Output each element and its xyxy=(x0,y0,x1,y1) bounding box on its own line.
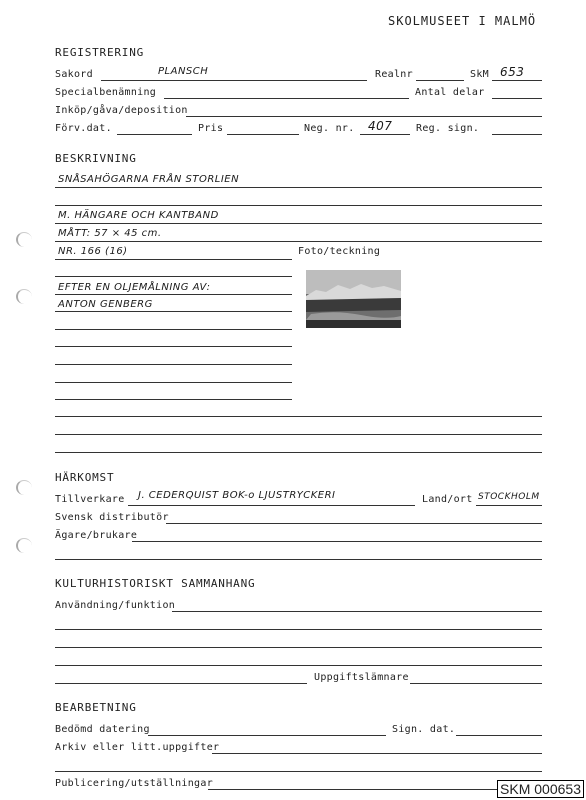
skm-value: 653 xyxy=(500,65,525,79)
beskrivning-rule xyxy=(55,364,292,365)
tillverkare-line xyxy=(128,505,415,506)
neg-nr-line xyxy=(360,134,410,135)
reg-sign-line xyxy=(492,134,542,135)
museum-title: SKOLMUSEET I MALMÖ xyxy=(388,14,537,28)
bearbetning-rule xyxy=(55,771,542,772)
uppgiftslamnare-line xyxy=(410,683,542,684)
sakord-line xyxy=(101,80,367,81)
bedomd-label: Bedömd datering xyxy=(55,724,150,735)
kultur-rule xyxy=(55,629,542,630)
reg-sign-label: Reg. sign. xyxy=(416,123,480,134)
skm-line xyxy=(492,80,542,81)
tillverkare-label: Tillverkare xyxy=(55,494,125,505)
kultur-rule xyxy=(55,665,542,666)
landscape-photo xyxy=(306,270,401,328)
realnr-label: Realnr xyxy=(375,69,413,80)
bearbetning-heading: BEARBETNING xyxy=(55,701,137,714)
arkiv-line xyxy=(212,753,542,754)
inkop-line xyxy=(186,116,542,117)
beskrivning-rule xyxy=(55,434,542,435)
land-ort-value: STOCKHOLM xyxy=(478,492,540,502)
beskrivning-line4: NR. 166 (16) xyxy=(58,246,128,257)
beskrivning-rule xyxy=(55,259,292,260)
beskrivning-line2: M. HÄNGARE OCH KANTBAND xyxy=(58,210,219,221)
publicering-line xyxy=(208,789,542,790)
forv-dat-label: Förv.dat. xyxy=(55,123,112,134)
beskrivning-rule xyxy=(55,329,292,330)
foto-label: Foto/teckning xyxy=(298,246,381,257)
inkop-label: Inköp/gåva/deposition xyxy=(55,105,188,116)
kultur-rule xyxy=(55,647,542,648)
arkiv-label: Arkiv eller litt.uppgifter xyxy=(55,742,220,753)
beskrivning-rule xyxy=(55,187,542,188)
beskrivning-rule xyxy=(55,223,542,224)
sign-dat-line xyxy=(456,735,542,736)
uppgiftslamnare-label: Uppgiftslämnare xyxy=(314,672,409,683)
bedomd-line xyxy=(148,735,386,736)
beskrivning-rule xyxy=(55,276,292,277)
beskrivning-rule xyxy=(55,399,292,400)
pris-line xyxy=(227,134,299,135)
realnr-line xyxy=(416,80,464,81)
antal-delar-label: Antal delar xyxy=(415,87,485,98)
harkomst-rule xyxy=(55,559,542,560)
land-ort-line xyxy=(476,505,542,506)
beskrivning-rule xyxy=(55,311,292,312)
pris-label: Pris xyxy=(198,123,224,134)
sign-dat-label: Sign. dat. xyxy=(392,724,456,735)
tillverkare-value: J. CEDERQUIST BOK-o LJUSTRYCKERI xyxy=(138,490,336,501)
beskrivning-rule xyxy=(55,346,292,347)
beskrivning-rule xyxy=(55,382,292,383)
beskrivning-rule xyxy=(55,205,542,206)
beskrivning-line3: MÅTT: 57 × 45 cm. xyxy=(58,228,162,239)
harkomst-heading: HÄRKOMST xyxy=(55,471,115,484)
beskrivning-line5: EFTER EN OLJEMÅLNING AV: xyxy=(58,282,211,293)
anvandning-line xyxy=(172,611,542,612)
beskrivning-rule xyxy=(55,294,292,295)
beskrivning-rule xyxy=(55,452,542,453)
specialbenamning-line xyxy=(164,98,409,99)
neg-nr-value: 407 xyxy=(368,119,393,133)
neg-nr-label: Neg. nr. xyxy=(304,123,355,134)
publicering-label: Publicering/utställningar xyxy=(55,778,214,789)
land-ort-label: Land/ort xyxy=(422,494,473,505)
anvandning-label: Användning/funktion xyxy=(55,600,176,611)
beskrivning-line1: SNÅSAHÖGARNA FRÅN STORLIEN xyxy=(58,174,240,185)
beskrivning-heading: BESKRIVNING xyxy=(55,152,137,165)
archive-stamp: SKM 000653 xyxy=(497,780,584,798)
beskrivning-rule xyxy=(55,241,542,242)
beskrivning-line6: ANTON GENBERG xyxy=(58,299,153,310)
kultur-rule xyxy=(55,683,307,684)
agare-line xyxy=(132,541,542,542)
kulturhistoriskt-heading: KULTURHISTORISKT SAMMANHANG xyxy=(55,577,256,590)
punch-hole xyxy=(16,232,32,247)
sakord-label: Sakord xyxy=(55,69,93,80)
punch-hole xyxy=(16,538,32,553)
forv-dat-line xyxy=(117,134,192,135)
distributor-line xyxy=(166,523,542,524)
registrering-heading: REGISTRERING xyxy=(55,46,145,59)
punch-hole xyxy=(16,480,32,495)
agare-label: Ägare/brukare xyxy=(55,530,138,541)
punch-hole xyxy=(16,289,32,304)
sakord-value: PLANSCH xyxy=(158,66,209,77)
distributor-label: Svensk distributör xyxy=(55,512,169,523)
skm-label: SkM xyxy=(470,69,489,80)
beskrivning-rule xyxy=(55,416,542,417)
antal-delar-line xyxy=(492,98,542,99)
specialbenamning-label: Specialbenämning xyxy=(55,87,157,98)
